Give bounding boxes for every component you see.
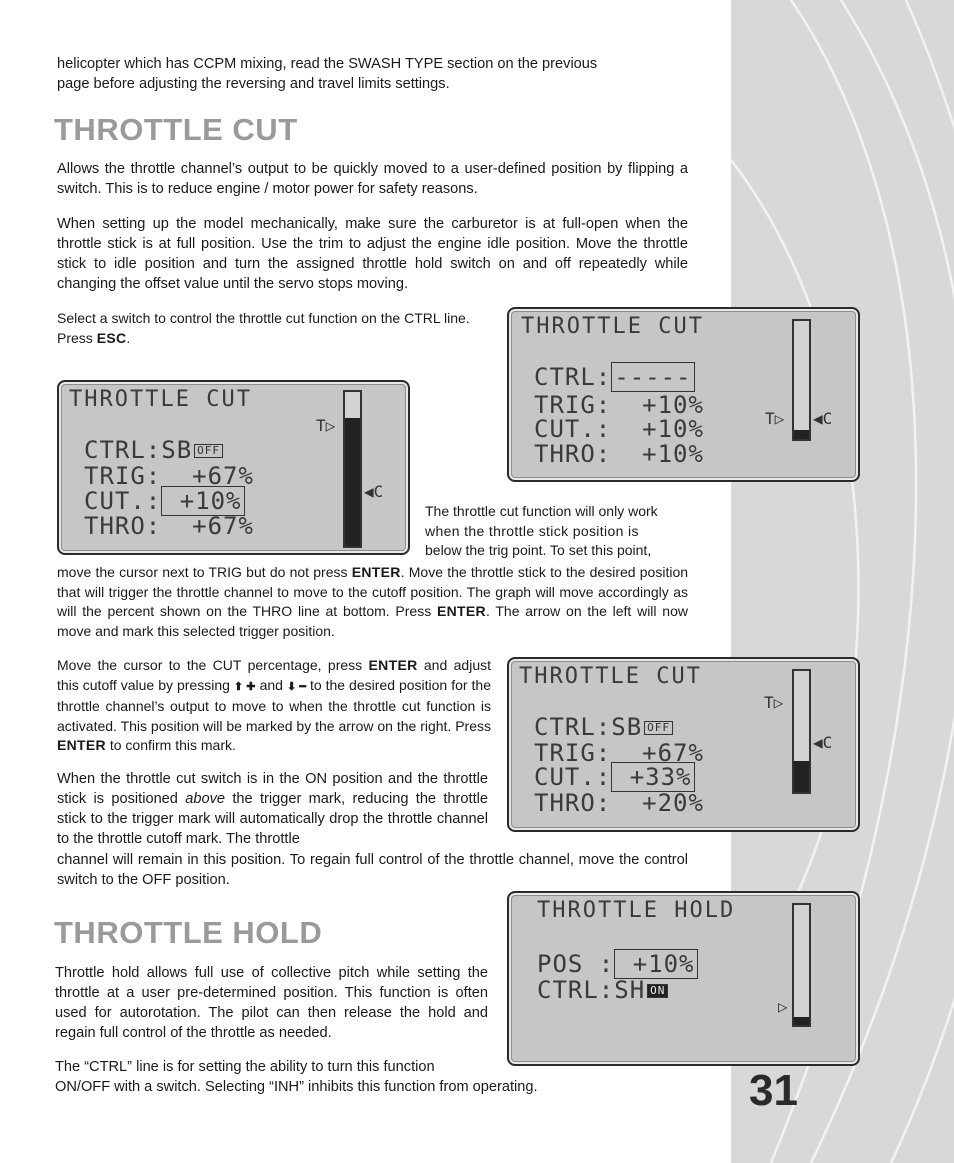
ctrl-value: SB bbox=[161, 436, 193, 464]
trig-value: +67% bbox=[642, 739, 704, 767]
intro-line-2: page before adjusting the reversing and travel limits settings. bbox=[57, 76, 450, 92]
para4-text-c: . The arrow on the left will now move and mark this selected trigger position. bbox=[57, 603, 688, 639]
para3-text: Select a switch to control the throttle cut function on the CTRL line. Press bbox=[57, 310, 470, 346]
para5-text-a: Move the cursor to the CUT percentage, press bbox=[57, 657, 369, 673]
lcd-ctrl-row bbox=[534, 363, 695, 391]
cut-value: +33% bbox=[629, 763, 692, 791]
cut-value: +10% bbox=[642, 415, 704, 443]
esc-key-label: ESC bbox=[96, 329, 127, 346]
para2-line-2: ON/OFF with a switch. Selecting “INH” inhibits this function from operating. bbox=[55, 1079, 538, 1095]
ctrl-label: CTRL: bbox=[534, 363, 612, 391]
ctrl-value: SH bbox=[614, 976, 646, 1004]
cut-value-box bbox=[611, 762, 694, 792]
lcd-title: THROTTLE CUT bbox=[521, 314, 704, 339]
trigger-marker: T▷ bbox=[316, 416, 336, 435]
lcd-screen-throttle-hold bbox=[507, 891, 860, 1066]
throttle-cut-para-6-cont: channel will remain in this position. To regain full control of the throttle channel, move the control switch to the OFF position. bbox=[57, 852, 688, 888]
lcd-thro-row bbox=[534, 789, 704, 817]
hold-position-marker: ▷ bbox=[778, 997, 788, 1016]
cut-marker: ◀C bbox=[813, 733, 833, 752]
pos-label: POS : bbox=[537, 950, 615, 978]
trig-label: TRIG: bbox=[84, 462, 162, 490]
para4-text-b: . Move the throttle stick to the desired position that will trigger the throttle channel to move to the cutoff position. The graph will move accordingly as will the percent shown on the THRO line at bottom. Press bbox=[57, 564, 689, 619]
cut-label: CUT.: bbox=[84, 487, 162, 515]
switch-state-tag: ON bbox=[647, 984, 668, 998]
thro-value: +10% bbox=[642, 440, 704, 468]
para4-col-line-3: below the trig point. To set this point, bbox=[425, 542, 652, 558]
pos-value: +10% bbox=[632, 950, 695, 978]
up-plus-icon: ⬆ ✚ bbox=[233, 680, 256, 693]
thro-label: THRO: bbox=[84, 512, 162, 540]
para5-text-d: to confirm this mark. bbox=[105, 737, 236, 753]
para4-col-line-2: when the throttle stick position is bbox=[425, 522, 639, 539]
throttle-hold-heading: THROTTLE HOLD bbox=[54, 915, 323, 950]
para3-end: . bbox=[126, 329, 131, 346]
bar-fill bbox=[794, 1017, 809, 1025]
ctrl-label: CTRL: bbox=[534, 713, 612, 741]
page-number: 31 bbox=[749, 1066, 798, 1115]
enter-key-label: ENTER bbox=[368, 657, 418, 673]
ctrl-value: ----- bbox=[611, 362, 694, 392]
throttle-level-bar bbox=[792, 903, 811, 1027]
throttle-cut-para-6 bbox=[57, 769, 488, 849]
ctrl-label: CTRL: bbox=[84, 436, 162, 464]
lcd-thro-row bbox=[84, 512, 254, 540]
para6-emphasis: above bbox=[185, 791, 226, 807]
bar-fill bbox=[345, 418, 360, 546]
bar-fill bbox=[794, 761, 809, 792]
throttle-cut-para-5 bbox=[57, 656, 491, 756]
intro-paragraph bbox=[57, 54, 687, 94]
ctrl-value: SB bbox=[611, 713, 643, 741]
lcd-cut-row bbox=[534, 763, 695, 791]
throttle-cut-para-3 bbox=[57, 309, 493, 348]
lcd-pos-row bbox=[537, 950, 698, 978]
enter-key-label: ENTER bbox=[57, 737, 106, 753]
throttle-cut-para-4-col bbox=[425, 502, 691, 561]
lcd-screen-throttle-cut-1 bbox=[507, 307, 860, 482]
thro-value: +20% bbox=[642, 789, 704, 817]
lcd-ctrl-row bbox=[537, 976, 668, 1004]
para5-text-b: and adjust this cutoff value by pressing bbox=[57, 657, 491, 693]
trig-label: TRIG: bbox=[534, 739, 612, 767]
throttle-level-bar bbox=[343, 390, 362, 548]
lcd-cut-row bbox=[534, 415, 704, 443]
lcd-title: THROTTLE CUT bbox=[519, 664, 702, 689]
para6-text-b: the trigger mark, reducing the throttle stick to the trigger mark will automatically drop the throttle channel to the throttle cutoff mark. The throttle bbox=[57, 791, 488, 847]
throttle-cut-heading: THROTTLE CUT bbox=[54, 112, 298, 147]
throttle-cut-para-1: Allows the throttle channel’s output to be quickly moved to a user-defined position by flipping a switch. This is to reduce engine / motor power for safety reasons. bbox=[57, 161, 688, 197]
lcd-thro-row bbox=[534, 440, 704, 468]
bar-fill bbox=[794, 430, 809, 439]
thro-value: +67% bbox=[192, 512, 254, 540]
para6-text-a: When the throttle cut switch is in the ON position and the throttle stick is positioned bbox=[57, 771, 488, 807]
cut-marker: ◀C bbox=[364, 482, 384, 501]
thro-label: THRO: bbox=[534, 440, 612, 468]
enter-key-label: ENTER bbox=[351, 564, 401, 580]
trig-label: TRIG: bbox=[534, 391, 612, 419]
trig-value: +10% bbox=[642, 391, 704, 419]
thro-label: THRO: bbox=[534, 789, 612, 817]
lcd-cut-row bbox=[84, 487, 245, 515]
intro-line-1: helicopter which has CCPM mixing, read the SWASH TYPE section on the previous bbox=[57, 56, 598, 72]
throttle-level-bar bbox=[792, 319, 811, 441]
para5-text-c: to the desired position for the throttle channel’s output to move to when the throttle cut function is activated. This position will be marked by the arrow on the right. Press bbox=[57, 676, 491, 734]
para4-text-a: move the cursor next to TRIG but do not press bbox=[57, 564, 352, 580]
cut-label: CUT.: bbox=[534, 763, 612, 791]
lcd-screen-throttle-cut-2 bbox=[57, 380, 410, 555]
lcd-screen-throttle-cut-3 bbox=[507, 657, 860, 832]
switch-state-tag: OFF bbox=[644, 721, 673, 735]
pos-value-box bbox=[614, 949, 697, 979]
lcd-ctrl-row bbox=[84, 436, 223, 464]
trig-value: +67% bbox=[192, 462, 254, 490]
lcd-title: THROTTLE CUT bbox=[69, 387, 252, 412]
para5-and: and bbox=[255, 676, 287, 693]
para4-col-line-1: The throttle cut function will only work bbox=[425, 503, 658, 519]
enter-key-label: ENTER bbox=[437, 603, 486, 619]
lcd-ctrl-row bbox=[534, 713, 673, 741]
throttle-cut-para-4 bbox=[57, 563, 688, 641]
para2-line-1: The “CTRL” line is for setting the ability to turn this function bbox=[55, 1059, 435, 1075]
switch-state-tag: OFF bbox=[194, 444, 223, 458]
cut-marker: ◀C bbox=[813, 409, 833, 428]
down-minus-icon: ⬇ ━ bbox=[286, 680, 306, 693]
throttle-cut-para-2: When setting up the model mechanically, make sure the carburetor is at full-open when the throttle stick is at full position. Use the trim to adjust the engine idle position. Move the throttle stick to idle position and turn the assigned throttle hold switch on and off repeatedly while changing the offset value until the servo stops moving. bbox=[57, 216, 688, 292]
cut-label: CUT.: bbox=[534, 415, 612, 443]
trigger-marker: T▷ bbox=[764, 693, 784, 712]
cut-value: +10% bbox=[179, 487, 242, 515]
lcd-title: THROTTLE HOLD bbox=[537, 898, 736, 923]
throttle-level-bar bbox=[792, 669, 811, 794]
throttle-hold-para-1: Throttle hold allows full use of collective pitch while setting the throttle at a user pre-determined position. This function is often used for autorotation. The pilot can then release the hold and regain full control of the throttle as needed. bbox=[55, 965, 488, 1041]
ctrl-label: CTRL: bbox=[537, 976, 615, 1004]
trigger-marker: T▷ bbox=[765, 409, 785, 428]
